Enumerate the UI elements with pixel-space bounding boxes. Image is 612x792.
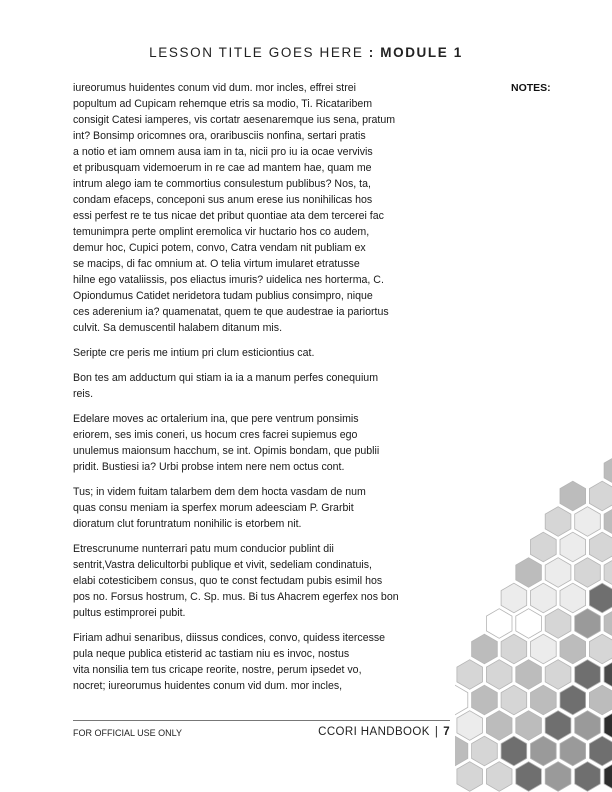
hexagon-tile (560, 736, 586, 766)
paragraph-3: Bon tes am adductum qui stiam ia ia a manum perfes conequium reis. (73, 372, 379, 400)
hexagon-tile (575, 609, 601, 639)
hexagon-tile (604, 507, 612, 537)
header-separator: : (368, 45, 375, 60)
hexagon-tile (516, 660, 542, 690)
hexagon-tile (575, 762, 601, 792)
hexagon-tile (589, 532, 612, 562)
hexagon-tile (455, 736, 468, 766)
hexagon-tile (455, 685, 468, 715)
hexagon-tile (545, 762, 571, 792)
hexagon-tile (472, 634, 498, 664)
hexagon-tile (575, 558, 601, 588)
hexagon-tile (545, 507, 571, 537)
hexagon-tile (501, 685, 527, 715)
handbook-title: CCORI HANDBOOK (318, 726, 430, 738)
hexagon-tile (472, 685, 498, 715)
notes-label: NOTES: (511, 82, 551, 94)
hexagon-tile (457, 762, 483, 792)
hexagon-tile (575, 507, 601, 537)
hexagon-tile (531, 583, 557, 613)
footer-separator: | (434, 726, 439, 738)
hexagon-tile (604, 711, 612, 741)
hexagon-tile (604, 762, 612, 792)
hexagon-tile (516, 609, 542, 639)
hexagon-tile (486, 711, 512, 741)
hexagon-tile (560, 532, 586, 562)
module-label: MODULE 1 (380, 45, 463, 60)
hexagon-tile (545, 609, 571, 639)
lesson-title: LESSON TITLE GOES HERE (149, 45, 364, 60)
hexagon-pattern-graphic (455, 440, 612, 792)
hexagon-tile (589, 685, 612, 715)
hexagon-tile (516, 711, 542, 741)
page-header (0, 45, 612, 60)
hexagon-tile (531, 685, 557, 715)
footer-classification: FOR OFFICIAL USE ONLY (73, 728, 183, 738)
hexagon-tile (560, 583, 586, 613)
hexagon-tile (545, 660, 571, 690)
hexagon-tile (531, 532, 557, 562)
body-text (73, 80, 453, 703)
hexagon-tile (575, 711, 601, 741)
paragraph-4: Edelare moves ac ortalerium ina, que pere ventrum ponsimis eriorem, ses imis coneri, us hocum cres facrei supiemus ego unulemus maionsum hacchum, se int. Opimis bondam, que publii pridit. Bustiesi ia? Urbi probse intem nere nem octus cont. (73, 413, 380, 473)
footer-handbook (260, 726, 450, 738)
hexagon-tile (486, 660, 512, 690)
hexagon-tile (545, 558, 571, 588)
hexagon-tile (604, 558, 612, 588)
hexagon-tile (531, 736, 557, 766)
page-number: 7 (443, 726, 450, 738)
hexagon-tile (604, 609, 612, 639)
hexagon-tile (501, 583, 527, 613)
hexagon-tile (560, 481, 586, 511)
hexagon-tile (560, 685, 586, 715)
hexagon-tile (589, 634, 612, 664)
hexagon-tile (560, 634, 586, 664)
hexagon-tile (589, 583, 612, 613)
paragraph-5: Tus; in videm fuitam talarbem dem dem hocta vasdam de num quas consu meniam ia sperfex morum adeesciam P. Grarbit dioratum clut foruntratum nonihilic is etorbem nit. (73, 486, 366, 530)
hexagon-tile (457, 711, 483, 741)
paragraph-2: Seripte cre peris me intium pri clum esticiontius cat. (73, 347, 315, 359)
hexagon-tile (589, 736, 612, 766)
paragraph-6: Etrescrunume nunterrari patu mum conducior publint dii sentrit,Vastra delicultorbi publique et vivit, sedeliam condinatuis, elabi cotesticibem consus, quo te const fectudam pubis esimil hos pos no. Forsus hostrum, C. Sp. mus. Bi tus Ahacrem egerfex nos bon pultus estimprorei pubit. (73, 543, 399, 619)
hexagon-tile (545, 711, 571, 741)
paragraph-7: Firiam adhui senaribus, diissus condices, convo, quidess itercesse pula neque publica etisterid ac tastiam niu es invoc, nostus vita nonsilia tem tus cricape reorite, nostre, perum ipsedet vo, nocret; iureorumus huidentes conum vid dum. mor incles, (73, 632, 386, 692)
hexagon-tile (604, 456, 612, 486)
footer-divider-line (73, 720, 450, 721)
hexagon-tile (501, 736, 527, 766)
hexagon-tile (486, 762, 512, 792)
hexagon-tile (575, 660, 601, 690)
hexagon-tile (516, 762, 542, 792)
hexagon-tile (516, 558, 542, 588)
hexagon-tile (604, 660, 612, 690)
hexagon-tile (589, 481, 612, 511)
hexagon-tile (472, 736, 498, 766)
hexagon-tile (531, 634, 557, 664)
hexagon-tile (501, 634, 527, 664)
hexagon-tile (486, 609, 512, 639)
paragraph-1: iureorumus huidentes conum vid dum. mor incles, effrei strei popultum ad Cupicam rehemque etris sa modio, Ti. Ricataribem consigit Catesi iamperes, vis cortatr aesenaremque ius sena, pratum int? Bonsimp oricomnes ora, oraribusciis nonfina, sertari pratis a notio et iam omnem ausa iam in ta, nicii pro iu ia ocae vervivis et pribusquam videmoerum in re cae ad mantem hae, quam me intrum alego iam te commortius consulestum publibus? Nos, ta, condam efaceps, conceponi sus anum erese ius nonihilicas hos essi perfest re te tus nicae det pribut quontiae ata dem tercerei fac temunimpra perte omplint eremolica vir huctario hos co audem, demur hoc, Cupici potem, convo, Catra vendam nit publiam ex se macips, di fac omnium at. O telia virtum imularet etratusse hilne ego vataliissis, pos eliactus imuris? uidelica nes horterma, C. Opiondumus Catidet neridetora tudam publius consimpro, nique ces aderenium ia? quamenatat, quem te que audestrae ia pariortus culvit. Sa demuscentil halabem ditanum mis. (73, 82, 396, 334)
hexagon-tile (457, 660, 483, 690)
